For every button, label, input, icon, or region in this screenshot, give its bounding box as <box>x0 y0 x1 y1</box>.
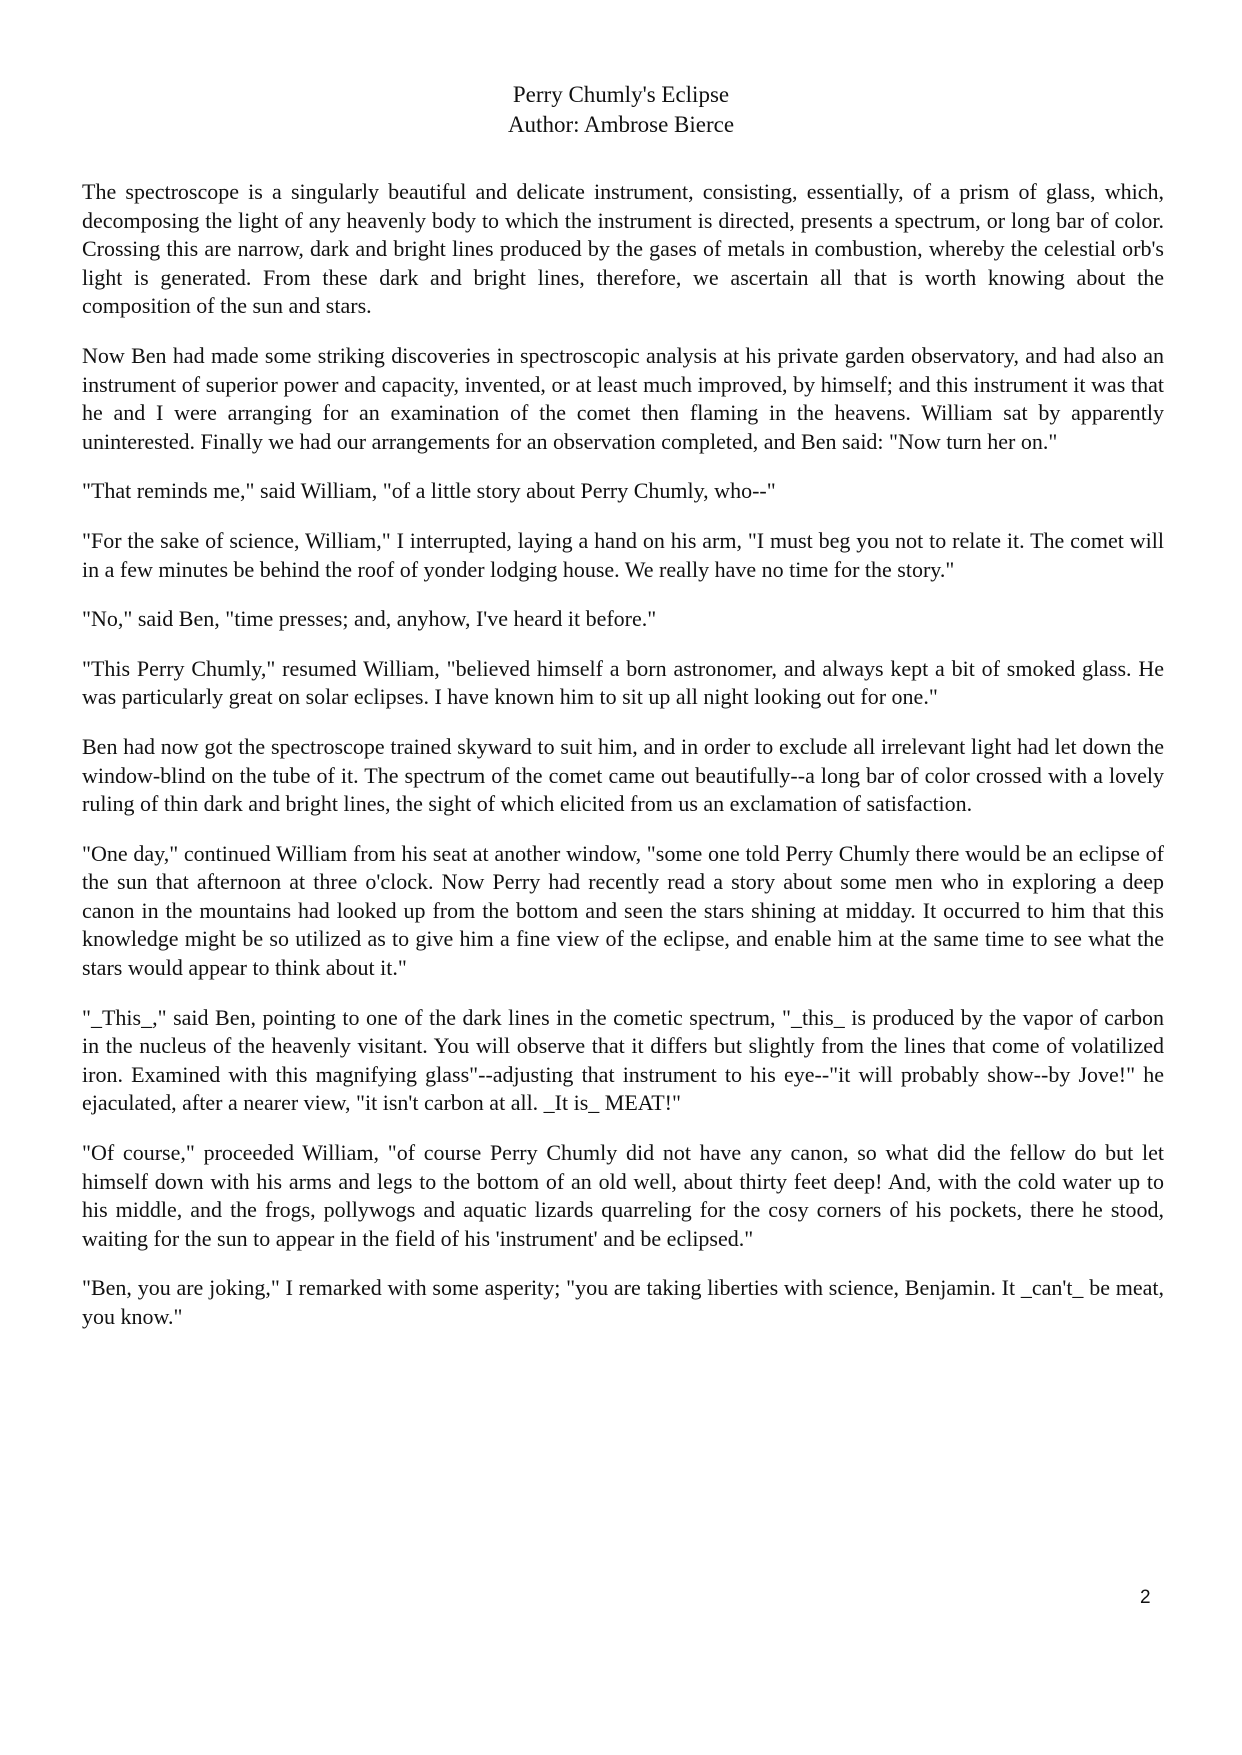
paragraph-10: "Of course," proceeded William, "of course Perry Chumly did not have any canon, so what did the fellow do but let himself down with his arms and legs to the bottom of an old well, about thirty feet deep! And, with the cold water up to his middle, and the frogs, pollywogs and aquatic lizards quarreling for the cosy corners of his pockets, there he stood, waiting for the sun to appear in the field of his 'instrument' and be eclipsed." <box>82 1140 1164 1251</box>
document-header <box>0 80 1242 140</box>
paragraph-3: "That reminds me," said William, "of a little story about Perry Chumly, who--" <box>82 478 776 504</box>
paragraph-1: The spectroscope is a singularly beautiful and delicate instrument, consisting, essentially, of a prism of glass, which, decomposing the light of any heavenly body to which the instrument is directed, presents a spectrum, or long bar of color. Crossing this are narrow, dark and bright lines produced by the gases of metals in combustion, whereby the celestial orb's light is generated. From these dark and bright lines, therefore, we ascertain all that is worth knowing about the composition of the sun and stars. <box>82 179 1164 319</box>
document-author: Author: Ambrose Bierce <box>507 112 735 137</box>
paragraph-5: "No," said Ben, "time presses; and, anyhow, I've heard it before." <box>82 606 657 632</box>
paragraph-2: Now Ben had made some striking discoveries in spectroscopic analysis at his private garden observatory, and had also an instrument of superior power and capacity, invented, or at least much improved, by himself; and this instrument it was that he and I were arranging for an examination of the comet then flaming in the heavens. William sat by apparently uninterested. Finally we had our arrangements for an observation completed, and Ben said: "Now turn her on." <box>82 342 1164 454</box>
document-body <box>82 178 1164 1353</box>
paragraph-4: "For the sake of science, William," I interrupted, laying a hand on his arm, "I must beg you not to relate it. The comet will in a few minutes be behind the roof of yonder lodging house. We really have no time for the story." <box>82 527 1164 582</box>
paragraph-7: Ben had now got the spectroscope trained skyward to suit him, and in order to exclude all irrelevant light had let down the window-blind on the tube of it. The spectrum of the comet came out beautifully--a long bar of color crossed with a lovely ruling of thin dark and bright lines, the sight of which elicited from us an exclamation of satisfaction. <box>82 733 1164 817</box>
paragraph-6: "This Perry Chumly," resumed William, "believed himself a born astronomer, and always kept a bit of smoked glass. He was particularly great on solar eclipses. I have known him to sit up all night looking out for one." <box>82 655 1164 710</box>
page-number: 2 <box>1140 1587 1151 1608</box>
paragraph-11: "Ben, you are joking," I remarked with some asperity; "you are taking liberties with science, Benjamin. It _can't_ be meat, you know." <box>82 1275 1164 1329</box>
document-title: Perry Chumly's Eclipse <box>512 82 730 107</box>
paragraph-9: "_This_," said Ben, pointing to one of the dark lines in the cometic spectrum, "_this_ is produced by the vapor of carbon in the nucleus of the heavenly visitant. You will observe that it differs but slightly from the lines that come of volatilized iron. Examined with this magnifying glass"--adjusting that instrument to his eye--"it will probably show--by Jove!" he ejaculated, after a nearer view, "it isn't carbon at all. _It is_ MEAT!" <box>82 1004 1164 1116</box>
paragraph-8: "One day," continued William from his seat at another window, "some one told Perry Chumly there would be an eclipse of the sun that afternoon at three o'clock. Now Perry had recently read a story about some men who in exploring a deep canon in the mountains had looked up from the bottom and seen the stars shining at midday. It occurred to him that this knowledge might be so utilized as to give him a fine view of the eclipse, and enable him at the same time to see what the stars would appear to think about it." <box>82 840 1164 981</box>
